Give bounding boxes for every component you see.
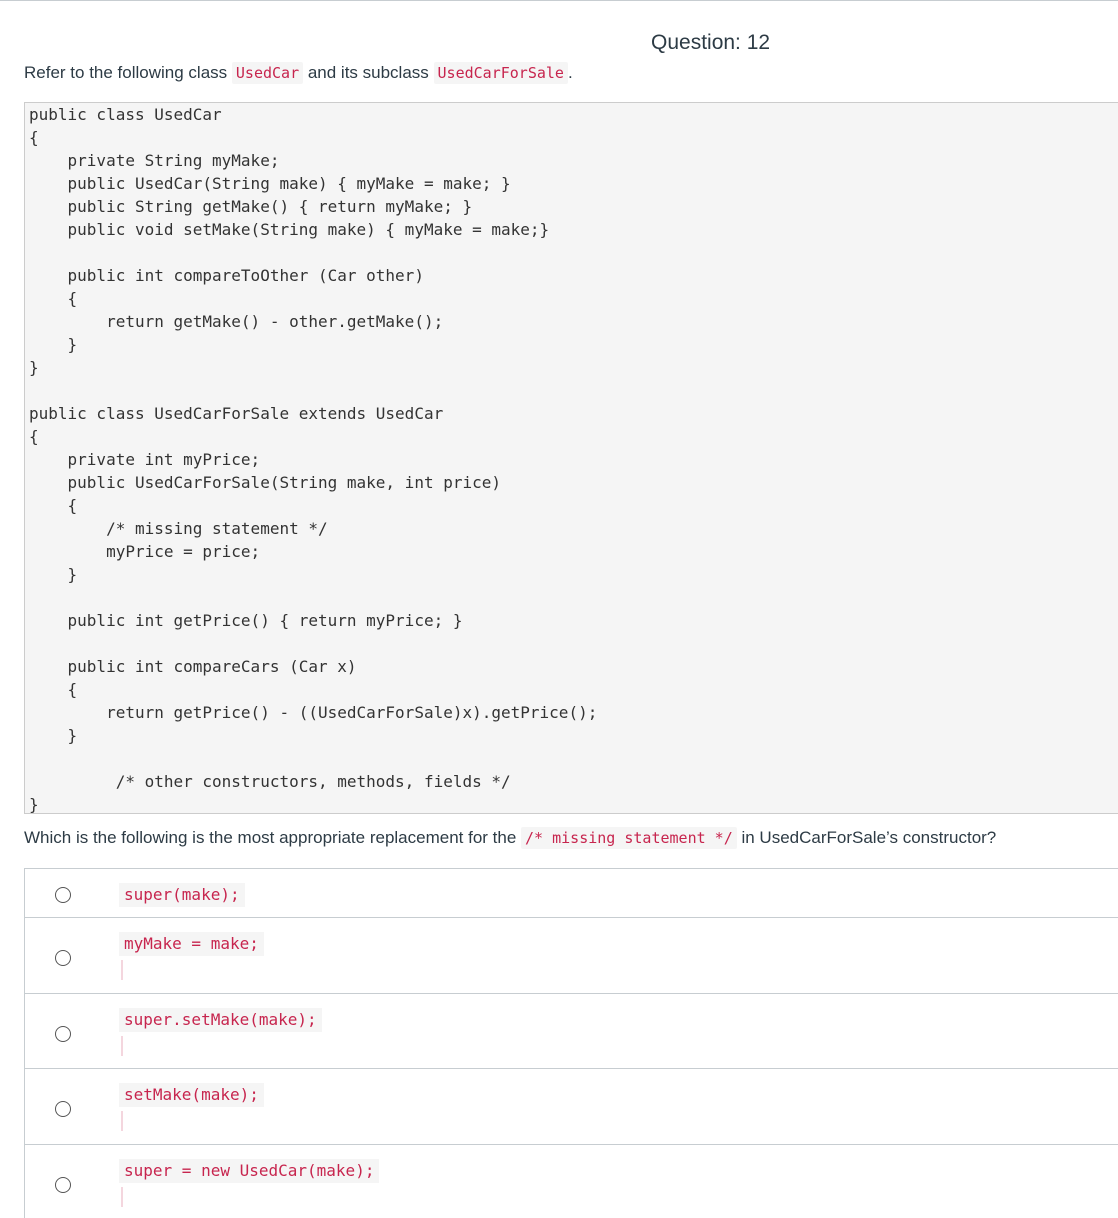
code-line: } xyxy=(29,565,78,584)
code-line: /* missing statement */ xyxy=(29,519,328,538)
top-divider xyxy=(0,0,1118,1)
prompt-text-after: in UsedCarForSale’s constructor? xyxy=(736,828,997,847)
answer-code: myMake = make; xyxy=(119,932,264,956)
code-line: { xyxy=(29,128,39,147)
empty-line-marker xyxy=(121,1036,123,1056)
radio-button[interactable] xyxy=(55,1026,71,1042)
code-line: /* other constructors, methods, fields */ xyxy=(29,772,511,791)
code-line: private int myPrice; xyxy=(29,450,261,469)
answer-code: super = new UsedCar(make); xyxy=(119,1159,379,1183)
answer-option-1[interactable] xyxy=(25,869,1118,918)
answer-code: setMake(make); xyxy=(119,1083,264,1107)
inline-code-usedcar: UsedCar xyxy=(232,62,303,84)
answer-list xyxy=(24,868,1118,1218)
code-line: } xyxy=(29,795,39,814)
code-line: { xyxy=(29,289,78,308)
code-line xyxy=(29,379,1118,402)
empty-line-marker xyxy=(121,960,123,980)
question-intro xyxy=(24,63,573,83)
code-line: public int compareCars (Car x) xyxy=(29,657,357,676)
answer-code: super.setMake(make); xyxy=(119,1008,322,1032)
empty-line-marker xyxy=(121,1187,123,1207)
question-title: Question: 12 xyxy=(651,31,771,54)
code-line: public int getPrice() { return myPrice; } xyxy=(29,611,463,630)
code-line: public int compareToOther (Car other) xyxy=(29,266,424,285)
answer-option-3[interactable] xyxy=(25,994,1118,1069)
inline-code-usedcarforsale: UsedCarForSale xyxy=(434,62,568,84)
answer-option-4[interactable] xyxy=(25,1069,1118,1145)
code-line: public class UsedCar xyxy=(29,105,222,124)
code-line: } xyxy=(29,726,78,745)
code-line xyxy=(29,241,1118,264)
code-line xyxy=(29,632,1118,655)
code-line: public void setMake(String make) { myMake = make;} xyxy=(29,220,550,239)
code-block xyxy=(24,102,1118,814)
radio-button[interactable] xyxy=(55,950,71,966)
code-line: } xyxy=(29,335,78,354)
code-line: private String myMake; xyxy=(29,151,280,170)
code-line: return getPrice() - ((UsedCarForSale)x).getPrice(); xyxy=(29,703,598,722)
intro-text-middle: and its subclass xyxy=(303,63,434,82)
radio-button[interactable] xyxy=(55,887,71,903)
intro-text-after: . xyxy=(567,63,573,82)
answer-option-5[interactable] xyxy=(25,1145,1118,1218)
code-line: } xyxy=(29,358,39,377)
code-line xyxy=(29,586,1118,609)
code-line: { xyxy=(29,680,78,699)
inline-code-missing-statement: /* missing statement */ xyxy=(521,827,737,849)
empty-line-marker xyxy=(121,1111,123,1131)
code-line xyxy=(29,747,1118,770)
code-line: public UsedCar(String make) { myMake = make; } xyxy=(29,174,511,193)
code-line: myPrice = price; xyxy=(29,542,261,561)
code-line: { xyxy=(29,427,39,446)
code-line: return getMake() - other.getMake(); xyxy=(29,312,444,331)
code-line: public class UsedCarForSale extends UsedCar xyxy=(29,404,444,423)
intro-text-before: Refer to the following class xyxy=(24,63,232,82)
code-line: { xyxy=(29,496,78,515)
radio-button[interactable] xyxy=(55,1101,71,1117)
prompt-text-before: Which is the following is the most appropriate replacement for the xyxy=(24,828,522,847)
code-line: public UsedCarForSale(String make, int price) xyxy=(29,473,502,492)
radio-button[interactable] xyxy=(55,1177,71,1193)
question-prompt xyxy=(24,828,996,848)
code-line: public String getMake() { return myMake; } xyxy=(29,197,473,216)
answer-option-2[interactable] xyxy=(25,918,1118,994)
answer-code: super(make); xyxy=(119,883,245,907)
